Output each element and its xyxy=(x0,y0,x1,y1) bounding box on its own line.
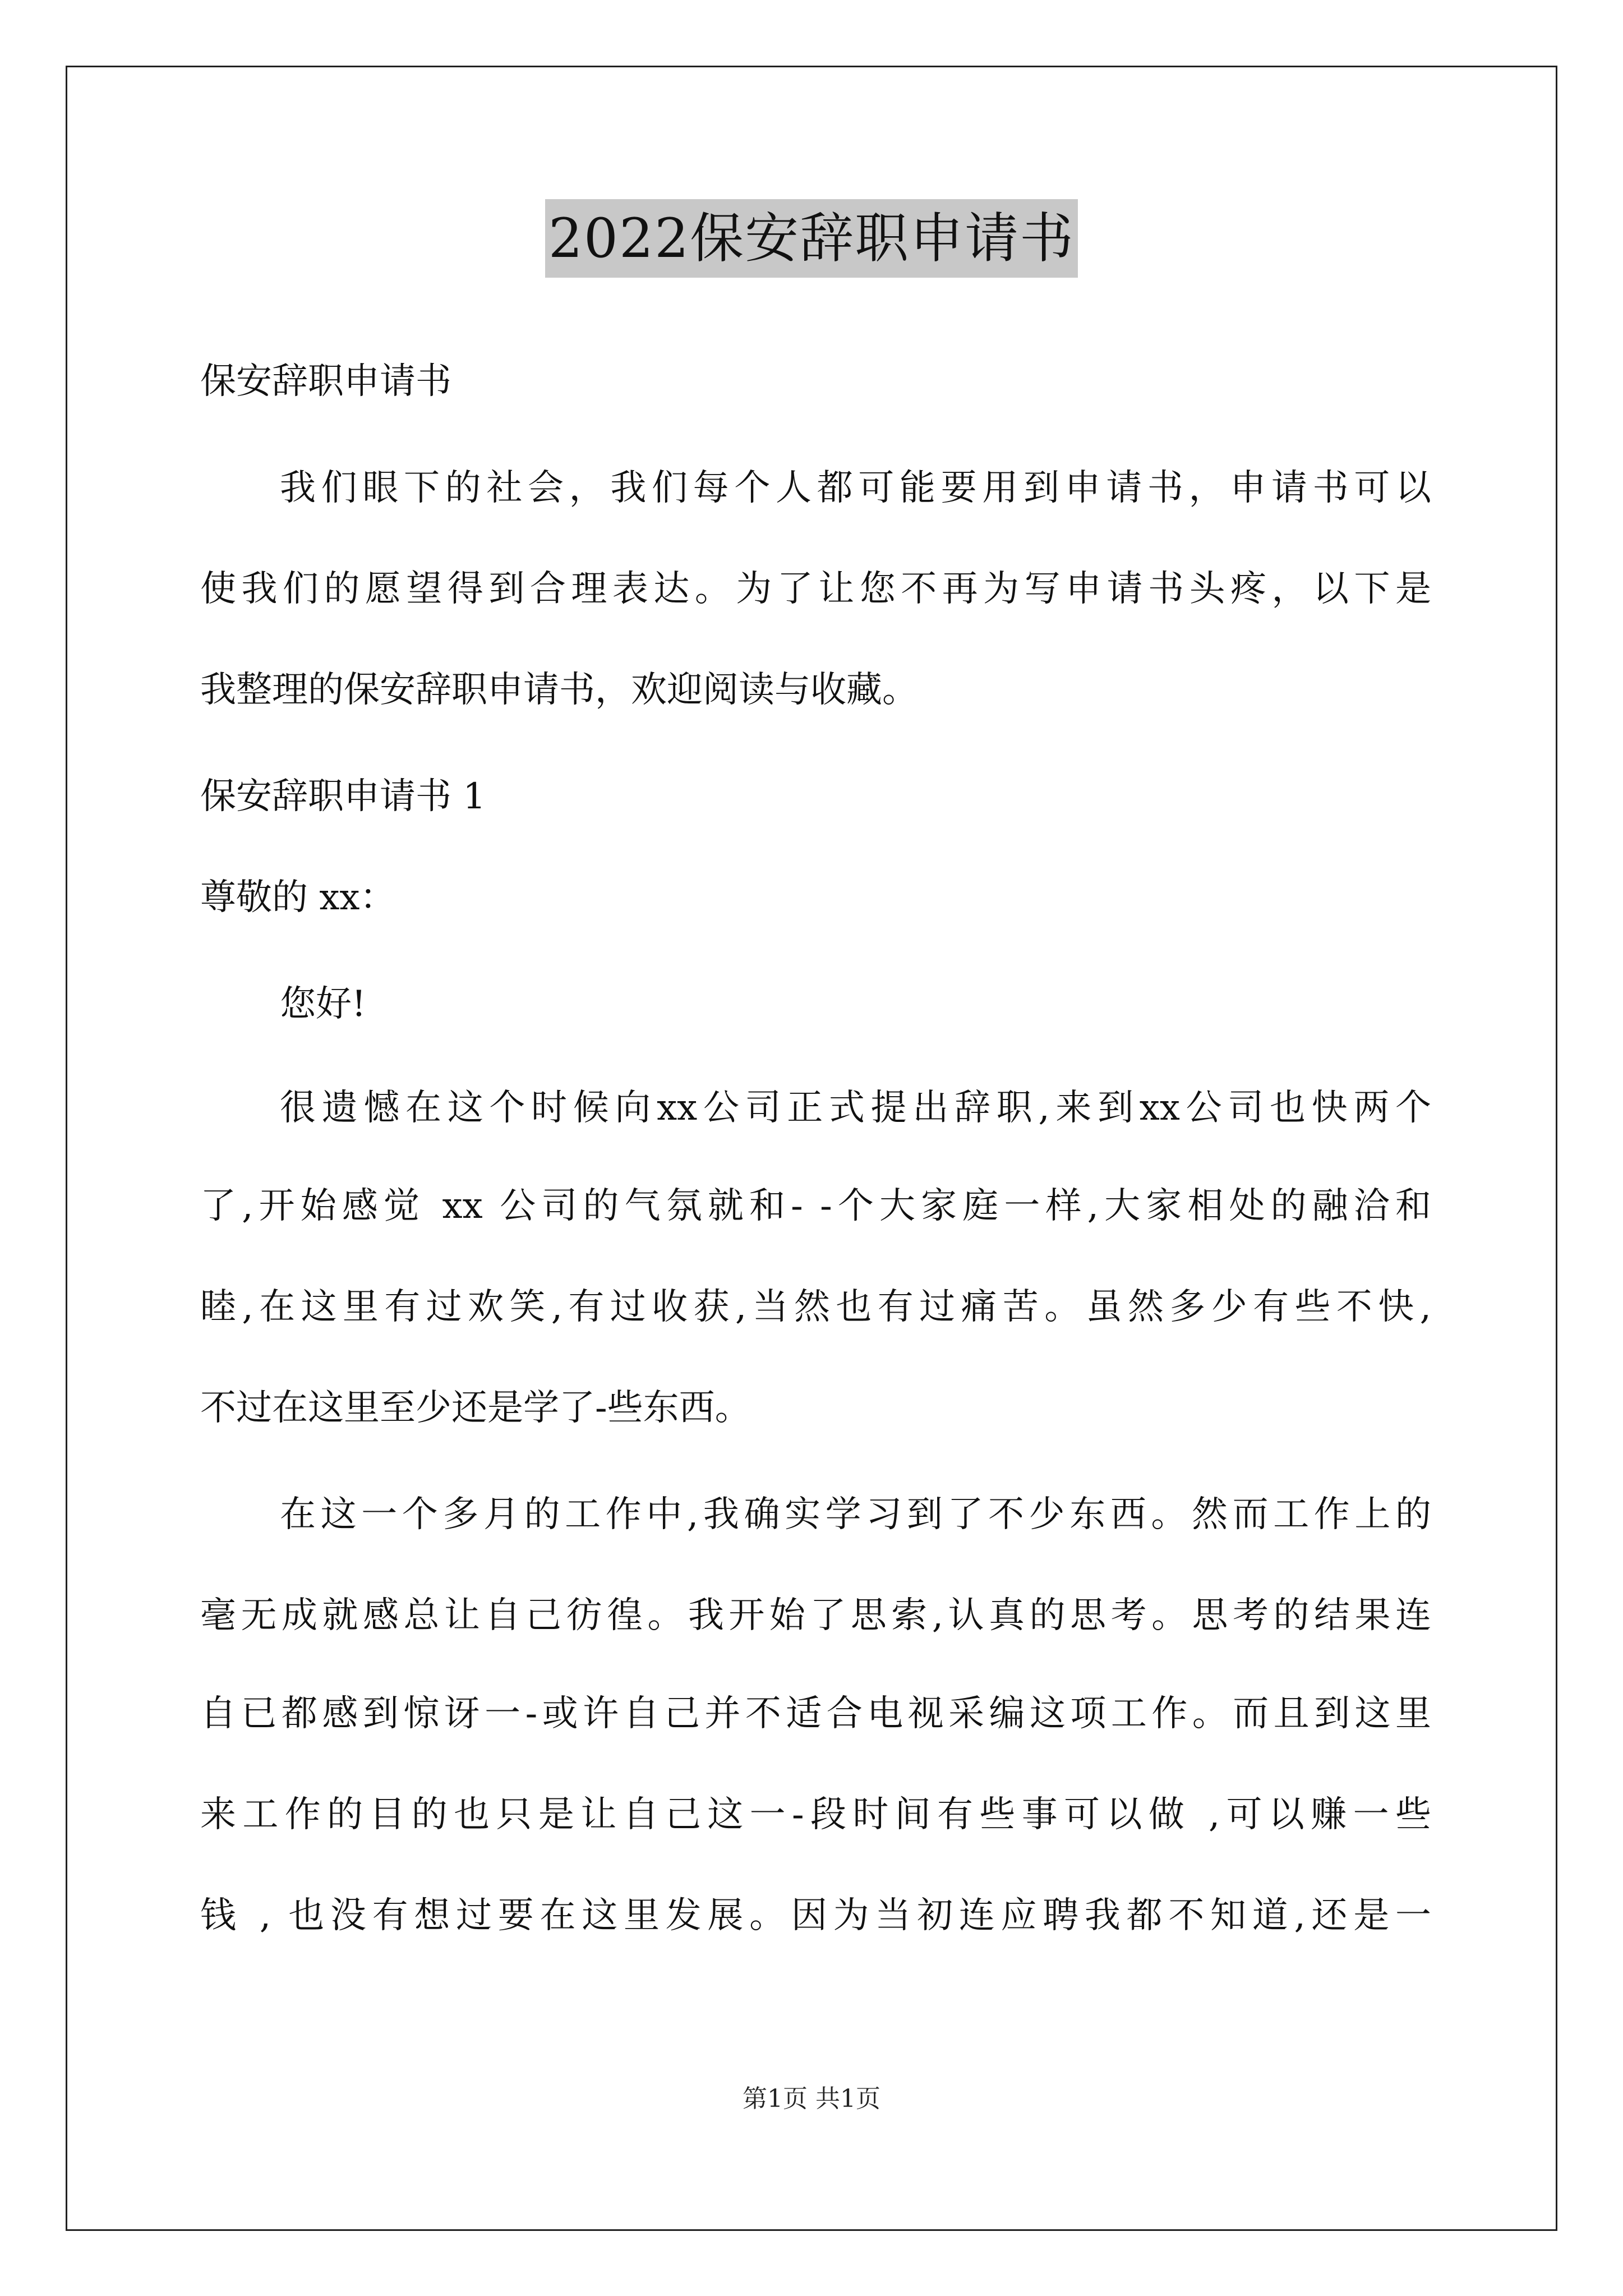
paragraph-line: 在这一个多月的工作中,我确实学习到了不少东西。然而工作上的 xyxy=(280,1494,1431,1535)
paragraph-line: 自已都感到惊讶一-或许自己并不适合电视采编这项工作。而且到这里 xyxy=(200,1693,1431,1734)
section-heading: 保安辞职申请书 1 xyxy=(200,776,486,817)
paragraph-line: 毫无成就感总让自己彷徨。我开始了思索,认真的思考。思考的结果连 xyxy=(200,1595,1431,1636)
paragraph-line: 使我们的愿望得到合理表达。为了让您不再为写申请书头疼，以下是 xyxy=(200,568,1431,610)
paragraph-line: 来工作的目的也只是让自己这一-段时间有些事可以做 ,可以赚一些 xyxy=(200,1794,1431,1835)
title-container xyxy=(0,199,1623,278)
paragraph-line: 我整理的保安辞职申请书，欢迎阅读与收藏。 xyxy=(200,669,918,711)
subheading: 保安辞职申请书 xyxy=(200,361,451,402)
page-footer: 第1页 共1页 xyxy=(743,2085,880,2113)
paragraph-line: 我们眼下的社会，我们每个人都可能要用到申请书，申请书可以 xyxy=(280,467,1431,509)
document-title: 2022保安辞职申请书 xyxy=(545,199,1078,278)
paragraph-line: 睦,在这里有过欢笑,有过收获,当然也有过痛苦。虽然多少有些不快, xyxy=(200,1286,1431,1328)
greeting: 您好! xyxy=(280,983,366,1025)
paragraph-line: 很遗憾在这个时候向xx公司正式提出辞职,来到xx公司也快两个 xyxy=(280,1087,1431,1129)
paragraph-line: 钱 , 也没有想过要在这里发展。因为当初连应聘我都不知道,还是一 xyxy=(200,1895,1431,1936)
paragraph-line: 不过在这里至少还是学了-些东西。 xyxy=(200,1387,751,1429)
salutation: 尊敬的 xx： xyxy=(200,877,396,918)
paragraph-line: 了,开始感觉 xx 公司的气氛就和- -个大家庭一样,大家相处的融洽和 xyxy=(200,1185,1431,1227)
